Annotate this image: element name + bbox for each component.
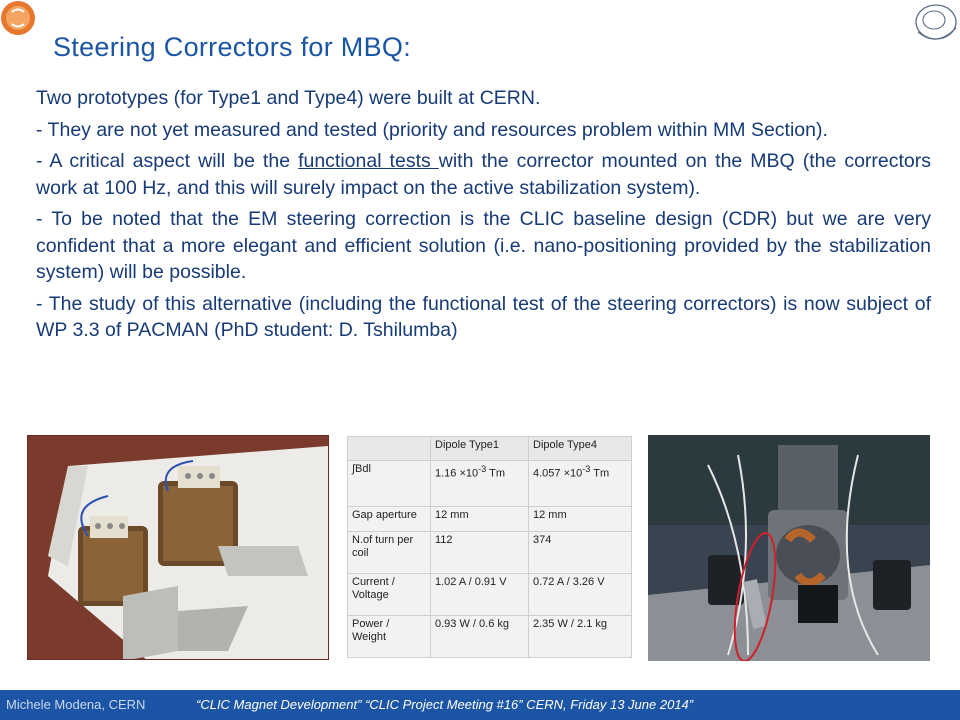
row-value: 374 — [529, 531, 632, 573]
value-base: 1.16 ×10 — [435, 468, 479, 481]
corrector-prototypes-photo — [27, 435, 329, 660]
paragraph-3-start: - A critical aspect will be the — [36, 150, 299, 172]
value-exponent: -3 — [582, 464, 591, 475]
functional-tests-underlined: functional tests — [298, 150, 439, 172]
footer-bar — [0, 690, 960, 720]
paragraph-3 — [36, 148, 931, 201]
dipole-parameters-table — [347, 436, 632, 658]
row-value: 0.93 W / 0.6 kg — [431, 615, 529, 657]
table-row — [348, 531, 632, 573]
table-row — [348, 461, 632, 507]
row-label: ∫Bdl — [348, 461, 431, 507]
footer-author: Michele Modena, CERN — [6, 697, 146, 712]
value-unit: Tm — [486, 468, 506, 481]
table-row — [348, 573, 632, 615]
value-exponent: -3 — [478, 464, 487, 475]
clic-logo — [0, 0, 36, 36]
value-base: 4.057 ×10 — [533, 468, 583, 481]
row-value: 2.35 W / 2.1 kg — [529, 615, 632, 657]
paragraph-1: Two prototypes (for Type1 and Type4) were built at CERN. — [36, 87, 541, 109]
row-label: Gap aperture — [348, 507, 431, 531]
row-value: 1.02 A / 0.91 V — [431, 573, 529, 615]
table-header-row — [348, 437, 632, 461]
paragraph-3-end: with the corrector mounted on the MBQ (the correctors work at 100 Hz, and this will surely impact on the active stabilization system). — [36, 150, 932, 199]
paragraph-5: - The study of this alternative (including the functional test of the steering correctors) is now subject of WP 3.3 of PACMAN (PhD student: D. Tshilumba) — [36, 292, 931, 341]
table-row — [348, 507, 632, 531]
cern-logo — [912, 2, 960, 46]
slide-title: Steering Correctors for MBQ: — [53, 32, 412, 62]
table-header-cell: Dipole Type4 — [529, 437, 632, 461]
table-header-cell — [348, 437, 431, 461]
row-value: 112 — [431, 531, 529, 573]
row-label: Power / Weight — [348, 615, 431, 657]
row-label: Current / Voltage — [348, 573, 431, 615]
row-value: 12 mm — [529, 507, 632, 531]
footer-event: “CLIC Magnet Development” “CLIC Project Meeting #16” CERN, Friday 13 June 2014” — [196, 697, 694, 712]
value-unit: Tm — [590, 468, 610, 481]
table-header-cell: Dipole Type1 — [431, 437, 529, 461]
row-value — [431, 461, 529, 507]
body-text — [36, 85, 931, 349]
row-value — [529, 461, 632, 507]
row-label: N.of turn per coil — [348, 531, 431, 573]
test-setup-photo — [648, 435, 930, 661]
table-row — [348, 615, 632, 657]
row-value: 0.72 A / 3.26 V — [529, 573, 632, 615]
paragraph-2: - They are not yet measured and tested (priority and resources problem within MM Section). — [36, 118, 828, 141]
paragraph-4: - To be noted that the EM steering correction is the CLIC baseline design (CDR) but we are very confident that a more elegant and efficient solution (i.e. nano-positioning provided by the stabilization system) will be possible. — [36, 208, 931, 283]
row-value: 12 mm — [431, 507, 529, 531]
